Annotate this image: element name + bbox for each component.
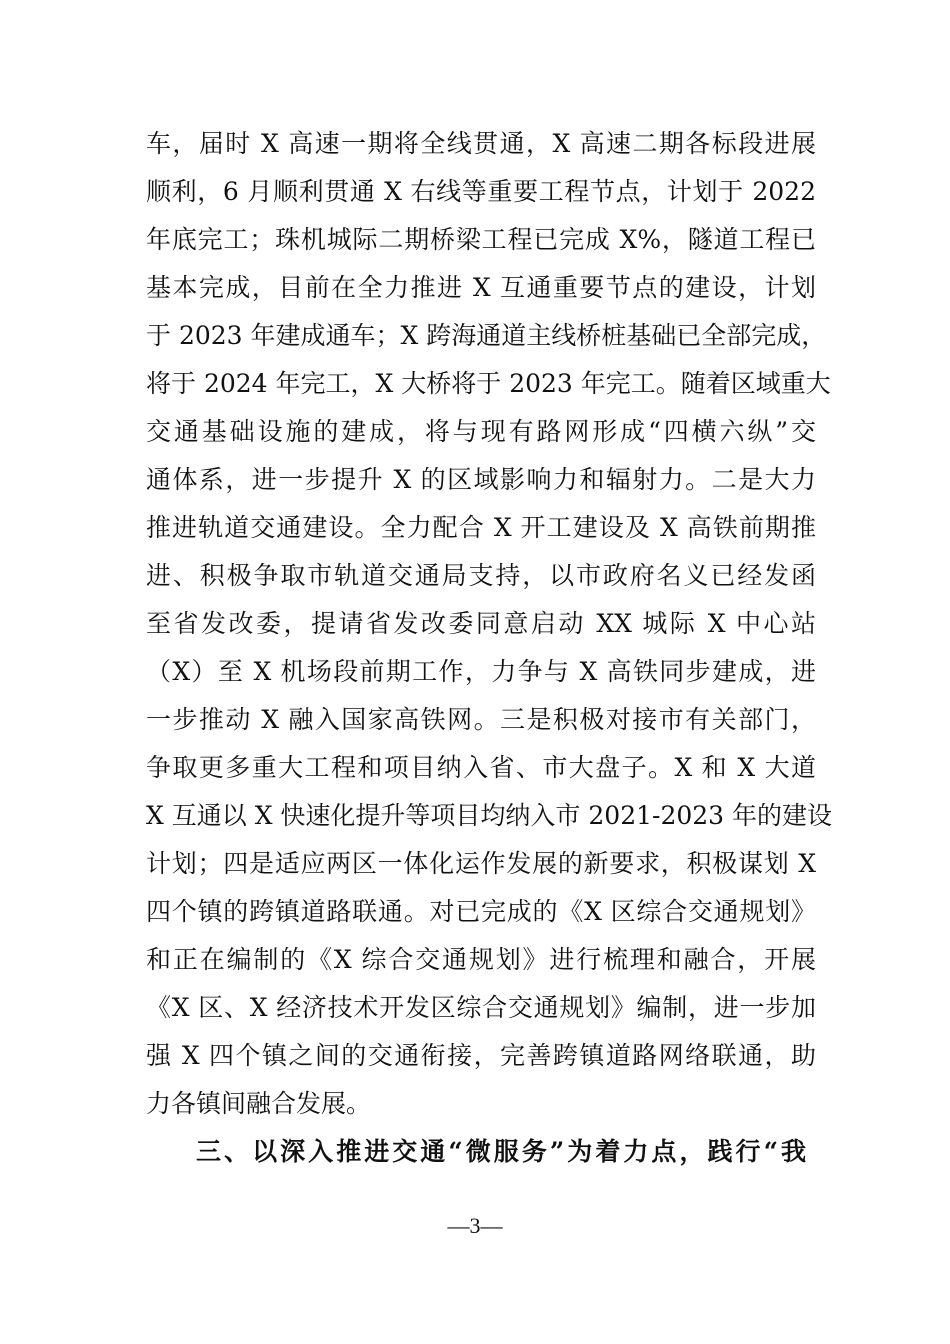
text-line: 四个镇的跨镇道路联通。对已完成的《X 区综合交通规划》: [146, 897, 816, 926]
body-paragraph: [146, 120, 833, 1128]
text-line: 车，届时 X 高速一期将全线贯通，X 高速二期各标段进展: [146, 129, 816, 158]
section-heading: 三、以深入推进交通“微服务”为着力点，践行“我: [196, 1137, 806, 1166]
text-line: 年底完工；珠机城际二期桥梁工程已完成 X%，隧道工程已: [146, 225, 816, 254]
text-line: 争取更多重大工程和项目纳入省、市大盘子。X 和 X 大道: [146, 753, 816, 782]
text-line: 推进轨道交通建设。全力配合 X 开工建设及 X 高铁前期推: [146, 513, 816, 542]
text-line: 计划；四是适应两区一体化运作发展的新要求，积极谋划 X: [146, 849, 816, 878]
page-number: —3—: [447, 1213, 503, 1238]
text-line: 进、积极争取市轨道交通局支持，以市政府名义已经发函: [146, 561, 816, 590]
text-line: 通体系，进一步提升 X 的区域影响力和辐射力。二是大力: [146, 465, 816, 494]
text-line: 将于 2024 年完工，X 大桥将于 2023 年完工。随着区域重大: [146, 369, 831, 398]
text-line: 一步推动 X 融入国家高铁网。三是积极对接市有关部门，: [146, 705, 816, 734]
text-line: 和正在编制的《X 综合交通规划》进行梳理和融合，开展: [146, 945, 816, 974]
text-line: 交通基础设施的建成，将与现有路网形成“四横六纵”交: [146, 417, 816, 446]
text-line: 《X 区、X 经济技术开发区综合交通规划》编制，进一步加: [146, 993, 816, 1022]
text-line: （X）至 X 机场段前期工作，力争与 X 高铁同步建成，进: [146, 657, 816, 686]
text-line: 力各镇间融合发展。: [146, 1089, 372, 1118]
text-line: 至省发改委，提请省发改委同意启动 XX 城际 X 中心站: [146, 609, 816, 638]
text-line: 顺利，6 月顺利贯通 X 右线等重要工程节点，计划于 2022: [146, 177, 816, 206]
text-line: 基本完成，目前在全力推进 X 互通重要节点的建设，计划: [146, 273, 816, 302]
text-line: 于 2023 年建成通车；X 跨海通道主线桥桩基础已全部完成，: [146, 321, 827, 350]
text-line: 强 X 四个镇之间的交通衔接，完善跨镇道路网络联通，助: [146, 1041, 816, 1070]
text-line: X 互通以 X 快速化提升等项目均纳入市 2021-2023 年的建设: [146, 801, 833, 830]
